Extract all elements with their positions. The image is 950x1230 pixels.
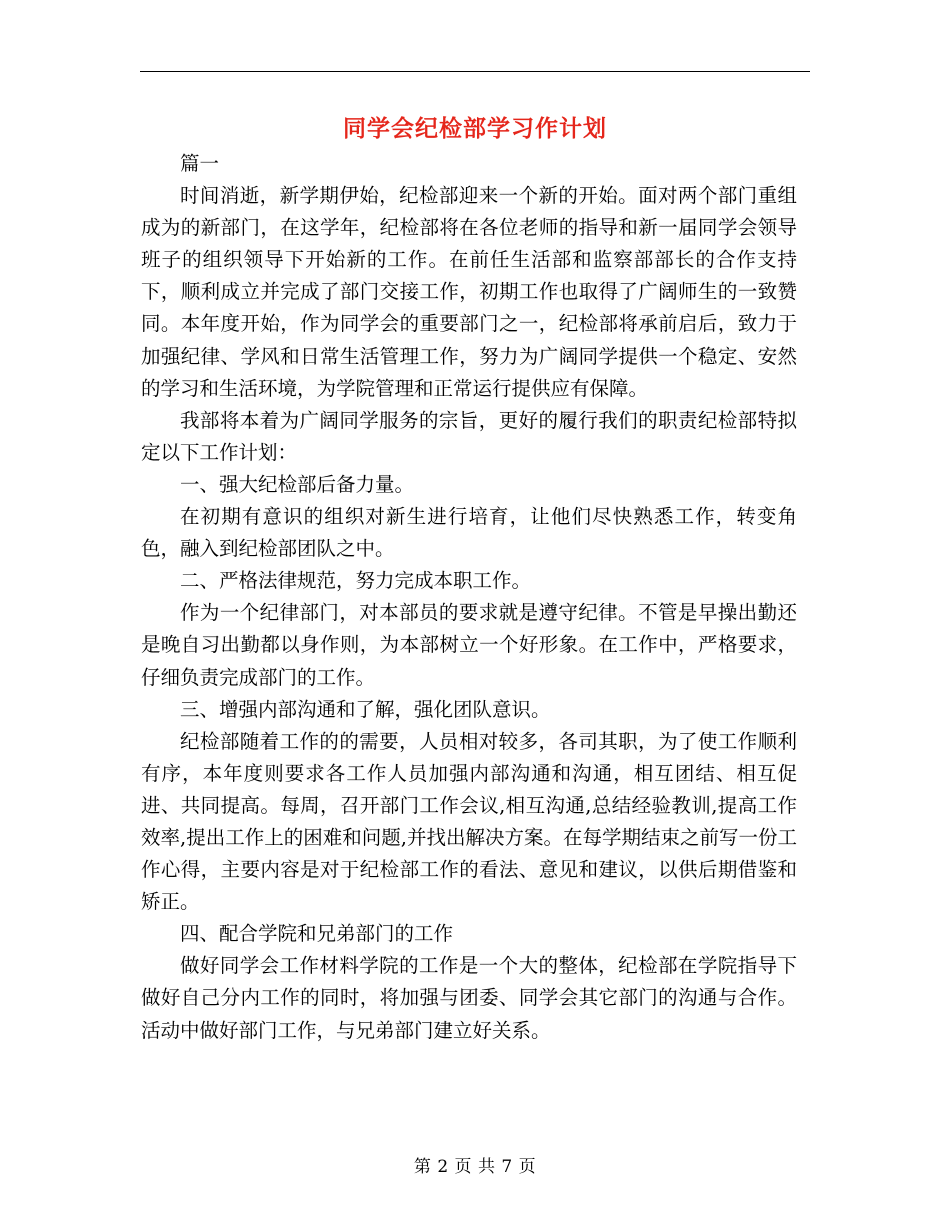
document-body xyxy=(141,148,797,1047)
paragraph-item-3: 纪检部随着工作的的需要，人员相对较多，各司其职，为了使工作顺利有序，本年度则要求各工作人员加强内部沟通和沟通，相互团结、相互促进、共同提高。每周，召开部门工作会议,相互沟通,总结经验教训,提高工作效率,提出工作上的困难和问题,并找出解决方案。在每学期结束之前写一份工作心得，主要内容是对于纪检部工作的看法、意见和建议，以供后期借鉴和矫正。 xyxy=(141,729,797,914)
heading-item-4: 四、配合学院和兄弟部门的工作 xyxy=(180,922,454,946)
paragraph-item-1: 在初期有意识的组织对新生进行培育，让他们尽快熟悉工作，转变角色，融入到纪检部团队之中。 xyxy=(141,505,797,561)
document-title: 同学会纪检部学习作计划 xyxy=(343,116,607,142)
page-number xyxy=(0,1152,950,1177)
header-rule xyxy=(140,71,810,72)
heading-item-3: 三、增强内部沟通和了解，强化团队意识。 xyxy=(180,697,551,721)
paragraph-section-label: 篇一 xyxy=(180,152,220,175)
paragraph-item-4: 做好同学会工作材料学院的工作是一个大的整体，纪检部在学院指导下做好自己分内工作的同时，将加强与团委、同学会其它部门的沟通与合作。活动中做好部门工作，与兄弟部门建立好关系。 xyxy=(141,954,797,1042)
heading-item-1: 一、强大纪检部后备力量。 xyxy=(180,472,415,496)
page-number-label: 第 2 页 共 7 页 xyxy=(413,1157,537,1177)
paragraph-intro: 时间消逝，新学期伊始，纪检部迎来一个新的开始。面对两个部门重组成为的新部门，在这学年，纪检部将在各位老师的指导和新一届同学会领导班子的组织领导下开始新的工作。在前任生活部和监察部部长的合作支持下，顺利成立并完成了部门交接工作，初期工作也取得了广阔师生的一致赞同。本年度开始，作为同学会的重要部门之一，纪检部将承前启后，致力于加强纪律、学风和日常生活管理工作，努力为广阔同学提供一个稳定、安然的学习和生活环境，为学院管理和正常运行提供应有保障。 xyxy=(141,184,797,400)
paragraph-purpose: 我部将本着为广阔同学服务的宗旨，更好的履行我们的职责纪检部特拟定以下工作计划： xyxy=(141,408,797,464)
paragraph-item-2: 作为一个纪律部门，对本部员的要求就是遵守纪律。不管是早操出勤还是晚自习出勤都以身作则，为本部树立一个好形象。在工作中，严格要求，仔细负责完成部门的工作。 xyxy=(141,601,797,689)
heading-item-2: 二、严格法律规范，努力完成本职工作。 xyxy=(180,569,532,593)
